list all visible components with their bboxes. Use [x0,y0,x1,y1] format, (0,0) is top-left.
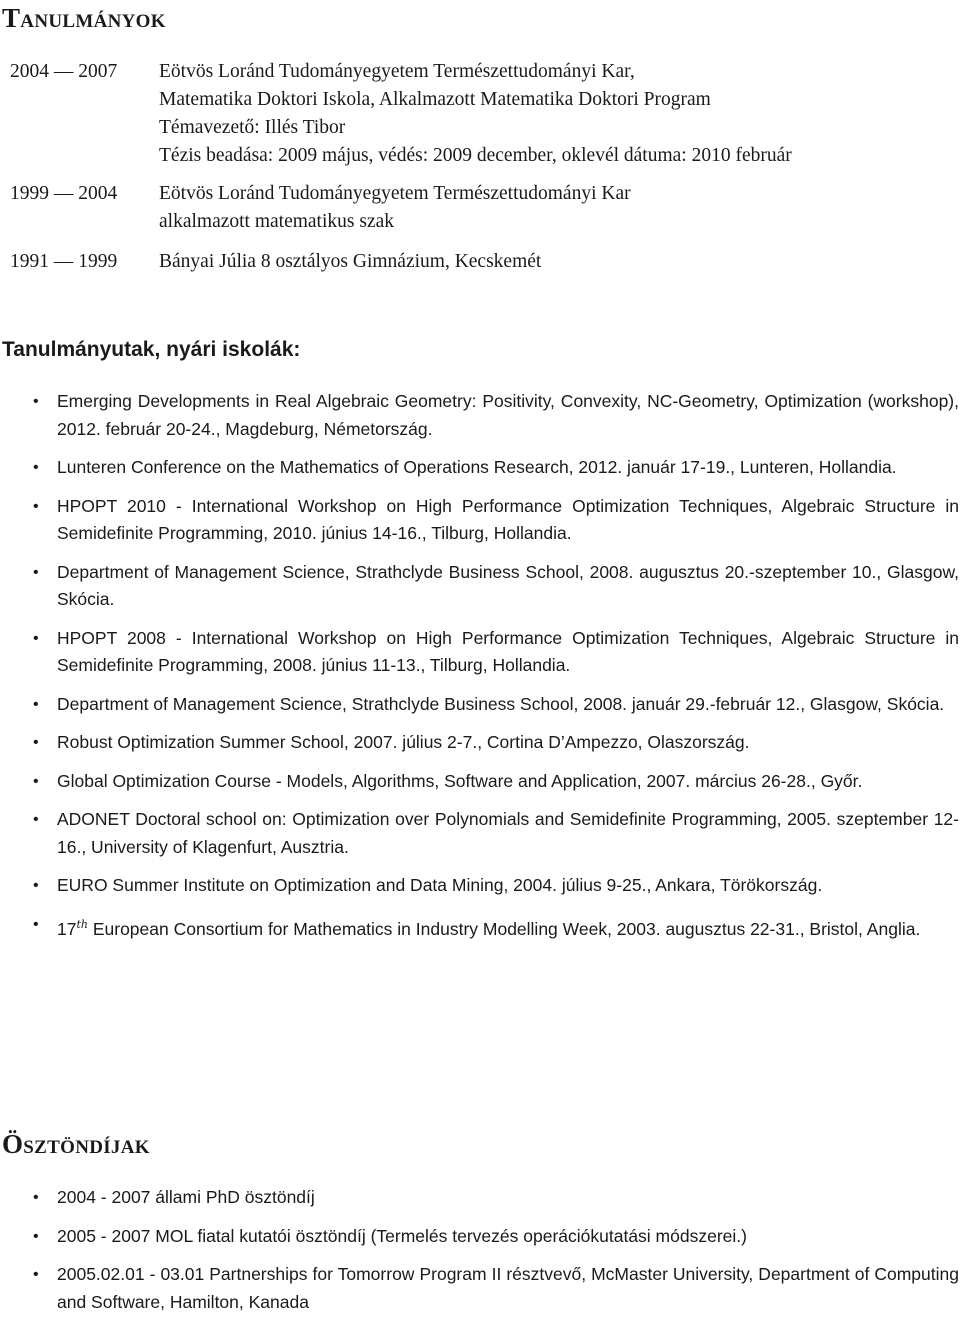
bullet-icon: • [33,497,39,515]
bullet-icon: • [33,629,39,647]
education-details [159,248,541,276]
course-text: ADONET Doctoral school on: Optimization over Polynomials and Semidefinite Programming, 2005. szeptember 12-16., University of Klagenfurt, Ausztria. [57,809,959,857]
education-line: alkalmazott matematikus szak [159,211,394,232]
course-text [57,911,959,943]
course-ordinal-suffix: th [76,917,88,931]
bullet-icon: • [33,1266,39,1283]
courses-list [0,388,959,943]
bullet-icon: • [33,734,39,751]
education-details [159,58,792,170]
bullet-icon: • [33,695,39,713]
list-item [0,559,959,614]
course-text: Department of Management Science, Strathclyde Business School, 2008. január 29.-február 12., Glasgow, Skócia. [57,693,945,714]
list-item [0,691,959,719]
education-details [159,180,631,236]
education-line: Matematika Doktori Iskola, Alkalmazott Matematika Doktori Program [159,89,711,110]
course-text: HPOPT 2010 - International Workshop on High Performance Optimization Techniques, Algebraic Structure in Semidefinite Programming, 2010. június 14-16., Tilburg, Hollandia. [57,495,959,543]
bullet-icon: • [33,877,39,894]
bullet-icon: • [33,459,39,476]
course-text: Lunteren Conference on the Mathematics of Operations Research, 2012. január 17-19., Lunteren, Hollandia. [57,457,897,477]
education-line: Témavezető: Illés Tibor [159,117,346,138]
education-years: 1991 — 1999 [10,251,118,272]
list-item [0,1223,959,1251]
section-title-courses: Tanulmányutak, nyári iskolák: [2,338,301,361]
bullet-icon: • [33,772,39,790]
list-item [0,493,959,548]
bullet-icon: • [33,915,39,933]
scholarship-text: 2005 - 2007 MOL fiatal kutatói ösztöndíj (Termelés tervezés operációkutatási módszerei.) [57,1225,747,1246]
scholarship-text: 2004 - 2007 állami PhD ösztöndíj [57,1187,315,1207]
course-text-rest: European Consortium for Mathematics in Industry Modelling Week, 2003. augusztus 22-31., Bristol, Anglia. [87,918,921,939]
list-item [0,806,959,861]
list-item [0,1261,959,1316]
education-line: Bányai Júlia 8 osztályos Gimnázium, Kecskemét [159,251,542,272]
bullet-icon: • [33,1189,39,1206]
list-item [0,768,959,796]
bullet-icon: • [33,1227,39,1245]
course-text: Emerging Developments in Real Algebraic Geometry: Positivity, Convexity, NC-Geometry, Optimization (workshop), 2012. február 20-24., Magdeburg, Németország. [57,391,959,439]
education-line: Eötvös Loránd Tudományegyetem Természettudományi Kar, [159,61,635,82]
education-line: Tézis beadása: 2009 május, védés: 2009 december, oklevél dátuma: 2010 február [159,145,792,166]
section-title-scholarships: Ösztöndíjak [2,1129,150,1159]
bullet-icon: • [33,393,39,410]
list-item [0,872,959,900]
course-text: Global Optimization Course - Models, Algorithms, Software and Application, 2007. március 26-28., Győr. [57,770,863,791]
bullet-icon: • [33,563,39,581]
list-item [0,388,959,443]
course-text: Robust Optimization Summer School, 2007. július 2-7., Cortina D’Ampezzo, Olaszország. [57,732,750,752]
list-item [0,1184,959,1212]
course-text: HPOPT 2008 - International Workshop on High Performance Optimization Techniques, Algebraic Structure in Semidefinite Programming, 2008. június 11-13., Tilburg, Hollandia. [57,627,959,675]
course-text: Department of Management Science, Strathclyde Business School, 2008. augusztus 20.-szeptember 10., Glasgow, Skócia. [57,561,959,609]
section-title-studies: Tanulmányok [2,3,166,33]
scholarships-list [0,1184,959,1316]
education-line: Eötvös Loránd Tudományegyetem Természettudományi Kar [159,183,631,204]
education-years: 1999 — 2004 [10,183,118,204]
list-item [0,911,959,943]
course-ordinal-number: 17 [57,918,77,939]
scholarship-text: 2005.02.01 - 03.01 Partnerships for Tomorrow Program II résztvevő, McMaster University, Department of Computing and Software, Hamilton, Kanada [57,1264,959,1312]
list-item [0,729,959,757]
list-item [0,454,959,482]
education-years: 2004 — 2007 [10,61,118,82]
bullet-icon: • [33,811,39,828]
list-item [0,625,959,680]
course-text: EURO Summer Institute on Optimization and Data Mining, 2004. július 9-25., Ankara, Törökország. [57,875,823,895]
